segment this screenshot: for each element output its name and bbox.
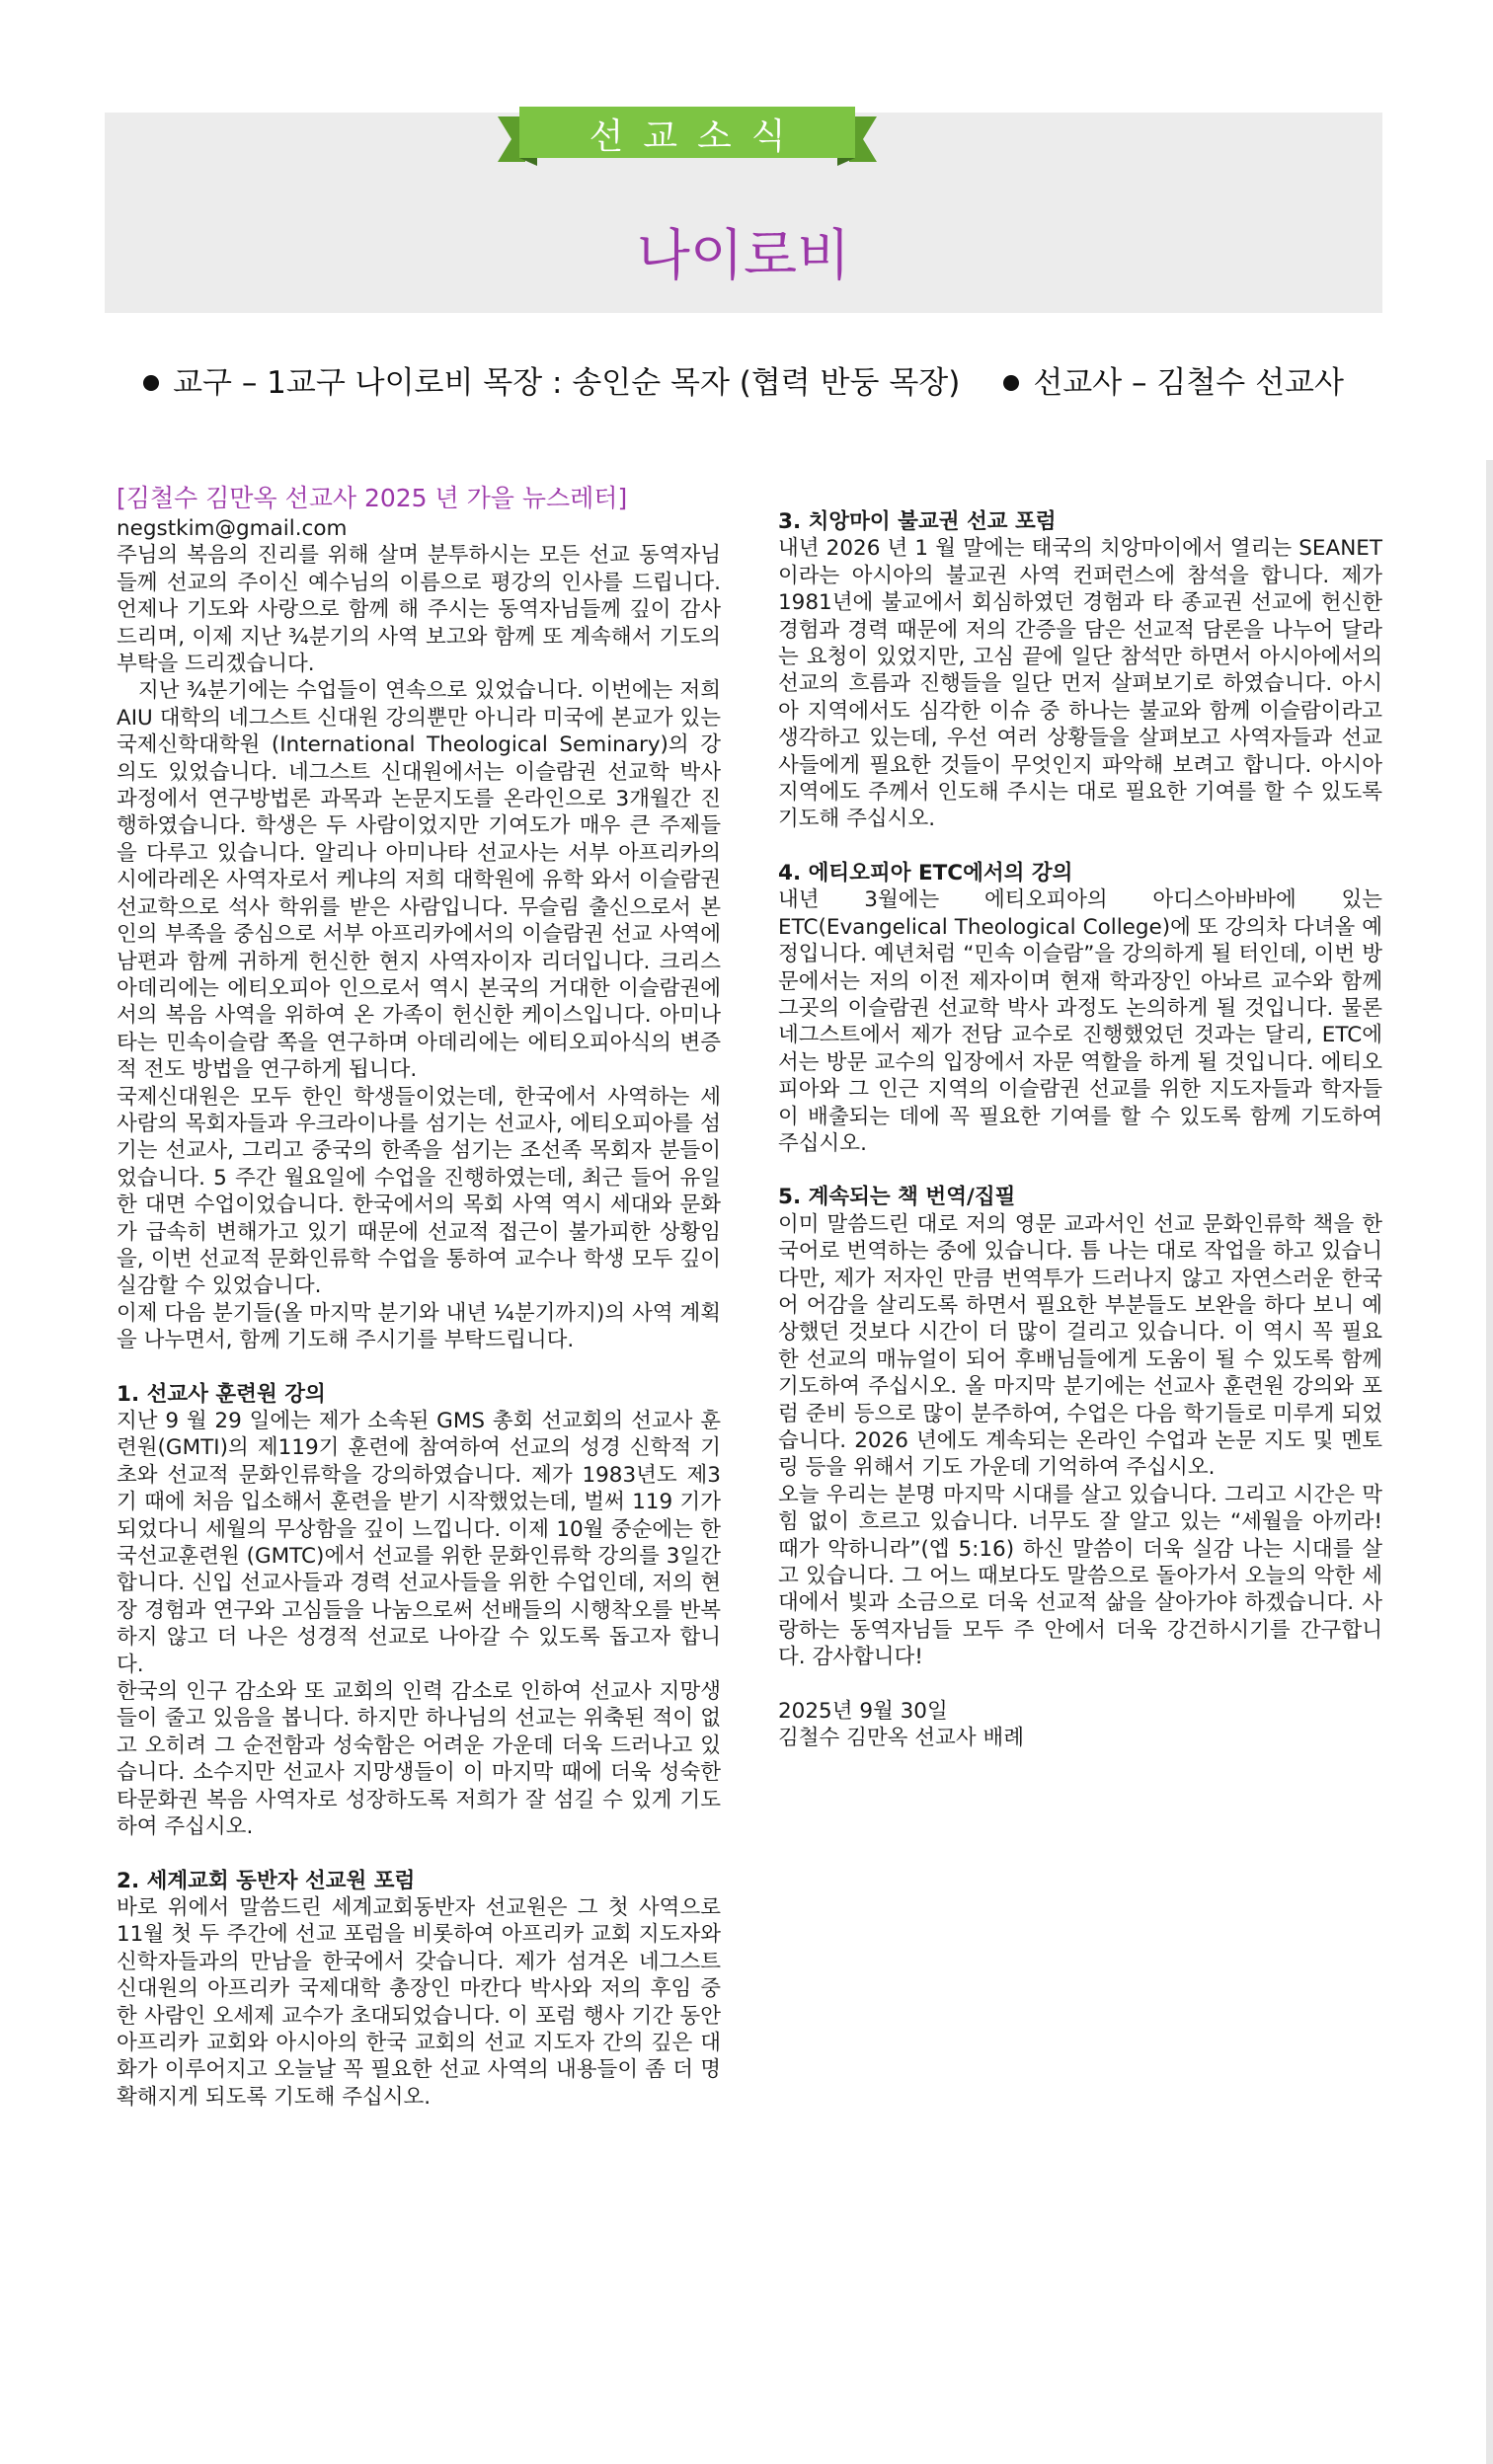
body-paragraph: 내년 2026 년 1 월 말에는 태국의 치앙마이에서 열리는 SEANET이라는 아시아의 불교권 사역 컨퍼런스에 참석을 합니다. 제가 1981년에 불교에서 회심하였던 경험과 타 종교권 선교에 헌신한 경험과 경력 때문에 저의 간증을 담은 선교적 담론을 나누어 달라는 요청이 있었지만, 고심 끝에 일단 참석만 하면서 아시아에서의 선교의 흐름과 진행들을 일단 먼저 살펴보기로 하였습니다. 아시아 지역에서도 심각한 이슈 중 하나는 불교와 함께 이슬람이라고 생각하고 있는데, 우선 여러 상황들을 살펴보고 사역자들과 선교사들에게 필요한 것들이 무엇인지 파악해 보려고 합니다. 아시아 지역에도 주께서 인도해 주시는 대로 필요한 기여를 할 수 있도록 기도해 주십시오. — [778, 536, 1382, 832]
body-paragraph: 내년 3월에는 에티오피아의 아디스아바바에 있는 ETC(Evangelical Theological College)에 또 강의차 다녀올 예정입니다. 예년처럼 “민속 이슬람”을 강의하게 될 터인데, 이번 방문에서는 저의 이전 제자이며 현재 학과장인 아놔르 교수와 함께 그곳의 이슬람권 선교학 박사 과정도 논의하게 될 것입니다. 물론 네그스트에서 제가 전담 교수로 진행했었던 것과는 달리, ETC에서는 방문 교수의 입장에서 자문 역할을 하게 될 것입니다. 에티오피아와 그 인근 지역의 이슬람권 선교를 위한 지도자들과 학자들이 배출되는 데에 꼭 필요한 기여를 할 수 있도록 함께 기도하여 주십시오. — [778, 887, 1382, 1156]
page-title: 나이로비 — [636, 224, 851, 288]
bullet-icon — [1003, 375, 1019, 391]
info-line — [105, 361, 1382, 405]
body-paragraph: 오늘 우리는 분명 마지막 시대를 살고 있습니다. 그리고 시간은 막힘 없이 흐르고 있습니다. 너무도 잘 알고 있는 “세월을 아끼라! 때가 악하니라”(엡 5:16) 하신 말씀이 더욱 실감 나는 시대를 살고 있습니다. 그 어느 때보다도 말씀으로 돌아가서 오늘의 악한 세대에서 빛과 소금으로 더욱 선교적 삶을 살아가야 하겠습니다. 사랑하는 동역자님들 모두 주 안에서 더욱 강건하시기를 간구합니다. 감사합니다! — [778, 1482, 1382, 1670]
page-edge-decoration — [1486, 460, 1493, 2464]
section-heading: 3. 치앙마이 불교권 선교 포럼 — [778, 509, 1057, 534]
body-paragraph: 지난 9 월 29 일에는 제가 소속된 GMS 총회 선교회의 선교사 훈련원(GMTI)의 제119기 훈련에 참여하여 선교의 성경 신학적 기초와 선교적 문화인류학을 강의하였습니다. 제가 1983년도 제3기 때에 처음 입소해서 훈련을 받기 시작했었는데, 벌써 119 기가 되었다니 세월의 무상함을 깊이 느낍니다. 이제 10월 중순에는 한국선교훈련원 (GMTC)에서 선교를 위한 문화인류학 강의를 3일간 합니다. 신입 선교사들과 경력 선교사들을 위한 수업인데, 저의 현장 경험과 연구와 고심들을 나눔으로써 선배들의 시행착오를 반복하지 않고 더 나은 성경적 선교로 나아갈 수 있도록 돕고자 합니다. — [117, 1409, 721, 1677]
email-address: negstkim@gmail.com — [117, 516, 348, 541]
body-paragraph: 이미 말씀드린 대로 저의 영문 교과서인 선교 문화인류학 책을 한국어로 번역하는 중에 있습니다. 틈 나는 대로 작업을 하고 있습니다만, 제가 저자인 만큼 번역투가 드러나지 않고 자연스러운 한국어 어감을 살리도록 하면서 필요한 부분들도 보완을 하다 보니 예상했던 것보다 시간이 더 많이 걸리고 있습니다. 이 역시 꼭 필요한 선교의 매뉴얼이 되어 후배님들에게 도움이 될 수 있도록 함께 기도하여 주십시오. 올 마지막 분기에는 선교사 훈련원 강의와 포럼 준비 등으로 많이 분주하여, 수업은 다음 학기들로 미루게 되었습니다. 2026 년에도 계속되는 온라인 수업과 논문 지도 및 멘토링 등을 위해서 기도 가운데 기억하여 주십시오. — [778, 1211, 1382, 1481]
letter-signature: 김철수 김만옥 선교사 배례 — [778, 1726, 1024, 1751]
article-column-right — [778, 482, 1382, 1751]
article-column-left — [117, 482, 721, 2111]
body-paragraph: 국제신대원은 모두 한인 학생들이었는데, 한국에서 사역하는 세 사람의 목회자들과 우크라이나를 섬기는 선교사, 에티오피아를 섬기는 선교사, 그리고 중국의 한족을 섬기는 조선족 목회자 분들이었습니다. 5 주간 월요일에 수업을 진행하였는데, 최근 들어 유일한 대면 수업이었습니다. 한국에서의 목회 사역 역시 세대와 문화가 급속히 변해가고 있기 때문에 선교적 접근이 불가피한 상황임을, 이번 선교적 문화인류학 수업을 통하여 교수나 학생 모두 깊이 실감할 수 있었습니다. — [117, 1084, 721, 1299]
section-banner — [498, 107, 877, 168]
section-heading: 4. 에티오피아 ETC에서의 강의 — [778, 860, 1073, 886]
newsletter-title: [김철수 김만옥 선교사 2025 년 가을 뉴스레터] — [117, 484, 628, 512]
section-heading: 2. 세계교회 동반자 선교원 포럼 — [117, 1868, 416, 1893]
parish-info: 교구 – 1교구 나이로비 목장 : 송인순 목자 (협력 반둥 목장) — [173, 365, 961, 401]
intro-paragraph: 주님의 복음의 진리를 위해 살며 분투하시는 모든 선교 동역자님들께 선교의 주이신 예수님의 이름으로 평강의 인사를 드립니다. 언제나 기도와 사랑으로 함께 해 주시는 동역자님들께 깊이 감사드리며, 이제 지난 ¾분기의 사역 보고와 함께 또 계속해서 기도의 부탁을 드리겠습니다. — [117, 543, 721, 677]
body-paragraph: 바로 위에서 말씀드린 세계교회동반자 선교원은 그 첫 사역으로 11월 첫 두 주간에 선교 포럼을 비롯하여 아프리카 교회 지도자와 신학자들과의 만남을 한국에서 갖습니다. 제가 섬겨온 네그스트 신대원의 아프리카 국제대학 총장인 마칸다 박사와 저의 후임 중 한 사람인 오세제 교수가 초대되었습니다. 이 포럼 행사 기간 동안 아프리카 교회와 아시아의 한국 교회의 선교 지도자 간의 깊은 대화가 이루어지고 오늘날 꼭 필요한 선교 사역의 내용들이 좀 더 명확해지게 되도록 기도해 주십시오. — [117, 1894, 721, 2110]
body-paragraph: 지난 ¾분기에는 수업들이 연속으로 있었습니다. 이번에는 저희 AIU 대학의 네그스트 신대원 강의뿐만 아니라 미국에 본교가 있는 국제신학대학원 (International Theological Seminary)의 강의도 있었습니다. 네그스트 신대원에서는 이슬람권 선교학 박사 과정에서 연구방법론 과목과 논문지도를 온라인으로 3개월간 진행하였습니다. 학생은 두 사람이었지만 기여도가 매우 큰 주제들을 다루고 있습니다. 알리나 아미나타 선교사는 서부 아프리카의 시에라레온 사역자로서 케냐의 저희 대학원에 유학 와서 이슬람권 선교학으로 석사 학위를 받은 사람입니다. 무슬림 출신으로서 본인의 부족을 중심으로 서부 아프리카에서의 이슬람권 선교 사역에 남편과 함께 귀하게 헌신한 현지 사역자이자 리더입니다. 크리스 아데리에는 에티오피아 인으로서 역시 본국의 거대한 이슬람권에서의 복음 사역을 위하여 온 가족이 헌신한 케이스입니다. 아미나타는 민속이슬람 쪽을 연구하며 아데리에는 에티오피아식의 변증적 전도 방법을 연구하게 됩니다. — [117, 678, 721, 1083]
body-paragraph: 한국의 인구 감소와 또 교회의 인력 감소로 인하여 선교사 지망생들이 줄고 있음을 봅니다. 하지만 하나님의 선교는 위축된 적이 없고 오히려 그 순전함과 성숙함은 어려운 가운데 더욱 드러나고 있습니다. 소수지만 선교사 지망생들이 이 마지막 때에 더욱 성숙한 타문화권 복음 사역자로 성장하도록 저희가 잘 섬길 수 있게 기도하여 주십시오. — [117, 1679, 721, 1840]
missionary-info: 선교사 – 김철수 선교사 — [1033, 365, 1344, 401]
banner-label: 선교소식 — [589, 116, 806, 157]
bullet-icon — [143, 375, 159, 391]
section-heading: 1. 선교사 훈련원 강의 — [117, 1381, 326, 1407]
letter-date: 2025년 9월 30일 — [778, 1698, 948, 1724]
body-paragraph: 이제 다음 분기들(올 마지막 분기와 내년 ¼분기까지)의 사역 계획을 나누면서, 함께 기도해 주시기를 부탁드립니다. — [117, 1300, 721, 1353]
section-heading: 5. 계속되는 책 번역/집필 — [778, 1185, 1016, 1210]
